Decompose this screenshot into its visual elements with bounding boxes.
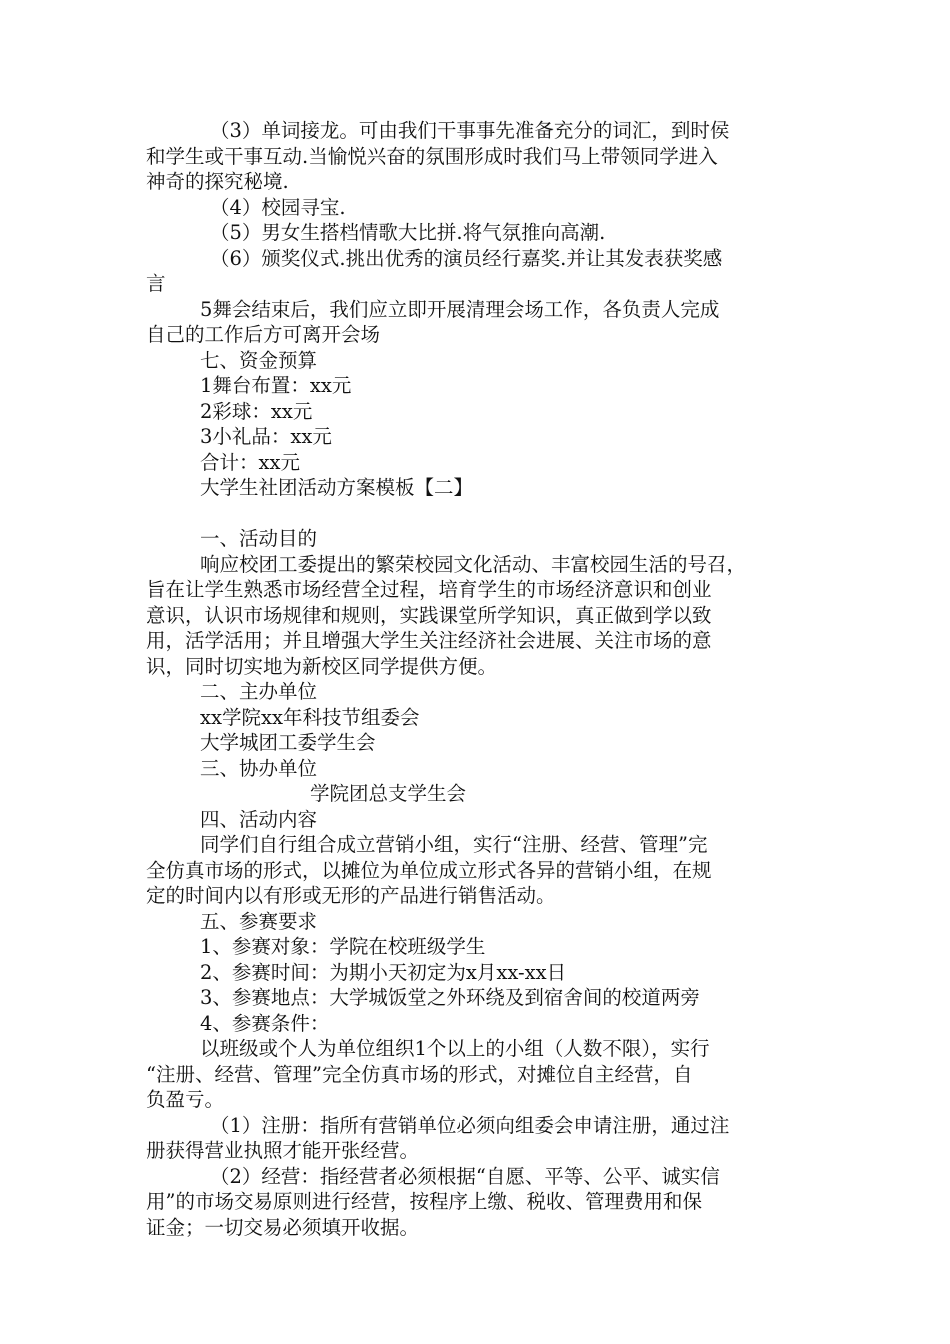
text-line: 旨在让学生熟悉市场经营全过程，培育学生的市场经济意识和创业 bbox=[146, 578, 712, 601]
text-line: （4）校园寻宝. bbox=[210, 195, 346, 219]
text-line: 识，同时切实地为新校区同学提供方便。 bbox=[146, 654, 498, 678]
text-line: 三、协办单位 bbox=[200, 756, 318, 780]
blank-line bbox=[146, 501, 814, 527]
text-line: 自己的工作后方可离开会场 bbox=[146, 323, 381, 346]
document-page bbox=[146, 118, 814, 1240]
text-line: 3小礼品：xx元 bbox=[200, 425, 332, 448]
text-line: 一、活动目的 bbox=[200, 527, 318, 550]
text-line: 合计：xx元 bbox=[200, 450, 300, 474]
text-line: 二、主办单位 bbox=[200, 680, 318, 703]
text-line: 大学城团工委学生会 bbox=[200, 731, 376, 754]
text-line: 神奇的探究秘境. bbox=[146, 170, 289, 193]
text-line: 5舞会结束后，我们应立即开展清理会场工作，各负责人完成 bbox=[200, 297, 720, 321]
text-line: （1）注册：指所有营销单位必须向组委会申请注册，通过注 bbox=[210, 1113, 730, 1137]
text-line: 2彩球：xx元 bbox=[200, 399, 313, 423]
text-line: 全仿真市场的形式，以摊位为单位成立形式各异的营销小组，在规 bbox=[146, 858, 712, 882]
text-line: xx学院xx年科技节组委会 bbox=[200, 705, 420, 729]
text-line: 1、参赛对象：学院在校班级学生 bbox=[200, 935, 486, 958]
text-line: （3）单词接龙。可由我们干事事先准备充分的词汇，到时侯 bbox=[210, 119, 730, 142]
text-line: 4、参赛条件： bbox=[200, 1011, 330, 1035]
text-line: 证金；一切交易必须填开收据。 bbox=[146, 1215, 420, 1239]
text-line: 负盈亏。 bbox=[146, 1088, 225, 1111]
text-line: 大学生社团活动方案模板【二】 bbox=[200, 476, 474, 499]
text-line: （5）男女生搭档情歌大比拼.将气氛推向高潮. bbox=[210, 221, 606, 244]
text-line: 用”的市场交易原则进行经营，按程序上缴、税收、管理费用和保 bbox=[146, 1190, 702, 1213]
text-line: 2、参赛时间：为期小天初定为x月xx-xx日 bbox=[200, 960, 567, 984]
text-line: 七、资金预算 bbox=[200, 348, 318, 372]
text-line: 响应校团工委提出的繁荣校园文化活动、丰富校园生活的号召， bbox=[200, 552, 747, 576]
text-line: 3、参赛地点：大学城饭堂之外环绕及到宿舍间的校道两旁 bbox=[200, 986, 700, 1009]
text-line: 1舞台布置：xx元 bbox=[200, 374, 352, 397]
text-line: 同学们自行组合成立营销小组，实行“注册、经营、管理”完 bbox=[200, 833, 708, 856]
text-line: 四、活动内容 bbox=[200, 807, 318, 831]
text-line: （2）经营：指经营者必须根据“自愿、平等、公平、诚实信 bbox=[210, 1164, 720, 1188]
text-line: 言 bbox=[146, 272, 166, 295]
text-line: （6）颁奖仪式.挑出优秀的演员经行嘉奖.并让其发表获奖感 bbox=[210, 246, 723, 270]
text-line: 意识，认识市场规律和规则，实践课堂所学知识，真正做到学以致 bbox=[146, 603, 712, 627]
text-line: 册获得营业执照才能开张经营。 bbox=[146, 1139, 420, 1162]
text-line: “注册、经营、管理”完全仿真市场的形式，对摊位自主经营，自 bbox=[146, 1062, 693, 1086]
text-line: 五、参赛要求 bbox=[200, 909, 318, 933]
text-line: 用，活学活用；并且增强大学生关注经济社会进展、关注市场的意 bbox=[146, 629, 712, 652]
text-line: 和学生或干事互动.当愉悦兴奋的氛围形成时我们马上带领同学进入 bbox=[146, 144, 718, 168]
text-line: 定的时间内以有形或无形的产品进行销售活动。 bbox=[146, 884, 556, 907]
text-line: 以班级或个人为单位组织1个以上的小组（人数不限），实行 bbox=[200, 1037, 710, 1060]
text-line: 学院团总支学生会 bbox=[310, 782, 467, 805]
